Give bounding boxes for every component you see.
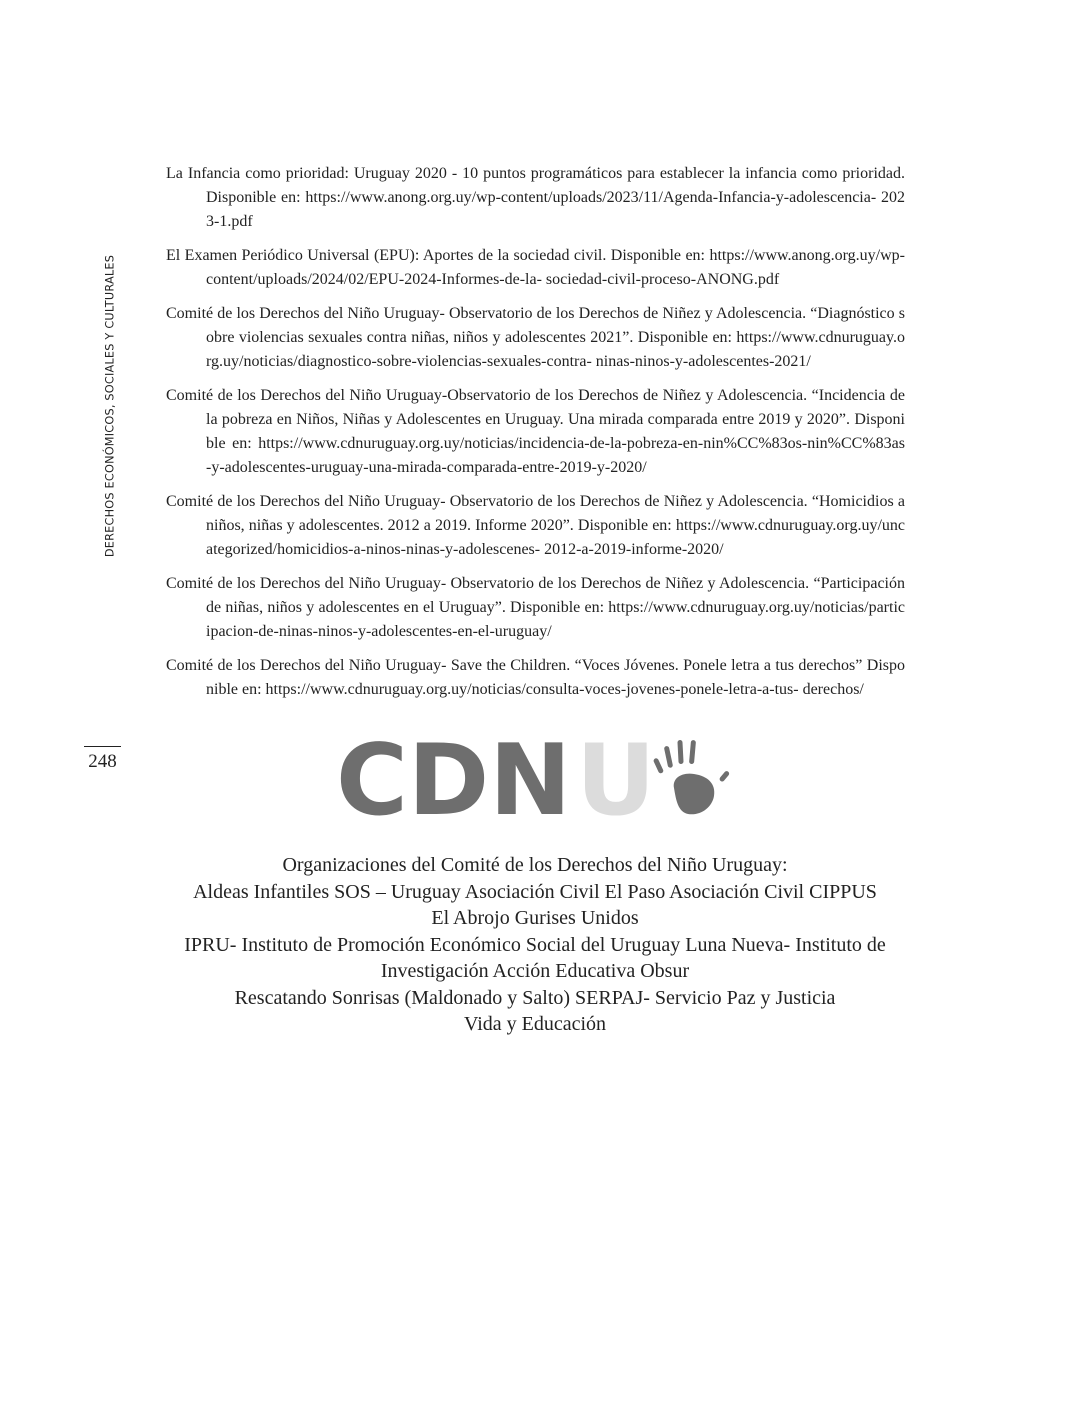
cdnu-logo	[336, 736, 736, 816]
section-label-text: DERECHOS ECONÓMICOS, SOCIALES Y CULTURALES	[103, 254, 117, 558]
organizations-line: Vida y Educación	[463, 1013, 607, 1035]
organizations-block	[150, 852, 920, 1038]
reference-list	[166, 162, 905, 712]
reference-item: Comité de los Derechos del Niño Uruguay- Observatorio de los Derechos de Niñez y Adolescencia. “Homicidios a niños, niñas y adolescentes. 2012 a 2019. Informe 2020”. Disponible en: https://www.cdnuruguay.org.uy/uncategorized/homicidios-a-ninos-ninas-y-adolescenes- 2012-a-2019-informe-2020/	[166, 493, 905, 558]
organizations-line: El Abrojo Gurises Unidos	[431, 907, 639, 929]
reference-item: Comité de los Derechos del Niño Uruguay- Save the Children. “Voces Jóvenes. Ponele letra a tus derechos” Disponible en: https://www.cdnuruguay.org.uy/noticias/consulta-voces-jovenes-ponele-letra-a-tus- derechos/	[166, 657, 905, 698]
logo-text-cdn: CDN	[336, 736, 572, 816]
hand-print-icon	[653, 740, 730, 814]
reference-item: La Infancia como prioridad: Uruguay 2020 - 10 puntos programáticos para establecer la infancia como prioridad. Disponible en: https://www.anong.org.uy/wp-content/uploads/2023/11/Agenda-Infancia-y-adolescencia- 2023-1.pdf	[166, 165, 905, 230]
logo-text-u: U	[576, 736, 656, 816]
organizations-line: IPRU- Instituto de Promoción Económico Social del Uruguay Luna Nueva- Instituto de	[184, 933, 886, 956]
page-number: 248	[84, 746, 121, 773]
reference-item: Comité de los Derechos del Niño Uruguay- Observatorio de los Derechos de Niñez y Adolescencia. “Diagnóstico sobre violencias sexuales contra niñas, niños y adolescentes 2021”. Disponible en: https://www.cdnuruguay.org.uy/noticias/diagnostico-sobre-violencias-sexuales-contra- ninas-ninos-y-adolescentes-2021/	[166, 305, 905, 370]
organizations-heading: Organizaciones del Comité de los Derechos del Niño Uruguay:	[282, 854, 788, 876]
reference-item: Comité de los Derechos del Niño Uruguay- Observatorio de los Derechos de Niñez y Adolescencia. “Participación de niñas, niños y adolescentes en el Uruguay”. Disponible en: https://www.cdnuruguay.org.uy/noticias/participacion-de-ninas-ninos-y-adolescentes-en-el-uruguay/	[166, 575, 905, 640]
organizations-line: Rescatando Sonrisas (Maldonado y Salto) SERPAJ- Servicio Paz y Justicia	[234, 986, 836, 1009]
organizations-line: Aldeas Infantiles SOS – Uruguay Asociación Civil El Paso Asociación Civil CIPPUS	[193, 880, 877, 903]
reference-item: Comité de los Derechos del Niño Uruguay-Observatorio de los Derechos de Niñez y Adolescencia. “Incidencia de la pobreza en Niños, Niñas y Adolescentes en Uruguay. Una mirada comparada entre 2019 y 2020”. Disponible en: https://www.cdnuruguay.org.uy/noticias/incidencia-de-la-pobreza-en-nin%CC%83os-nin%CC%83as-y-adolescentes-uruguay-una-mirada-comparada-entre-2019-y-2020/	[166, 387, 905, 476]
running-section-label	[100, 246, 120, 566]
organizations-line: Investigación Acción Educativa Obsur	[380, 960, 690, 982]
reference-item: El Examen Periódico Universal (EPU): Aportes de la sociedad civil. Disponible en: https://www.anong.org.uy/wp-content/uploads/2024/02/EPU-2024-Informes-de-la- sociedad-civil-proceso-ANONG.pdf	[166, 247, 905, 288]
cdnu-logo-graphic	[336, 736, 736, 816]
